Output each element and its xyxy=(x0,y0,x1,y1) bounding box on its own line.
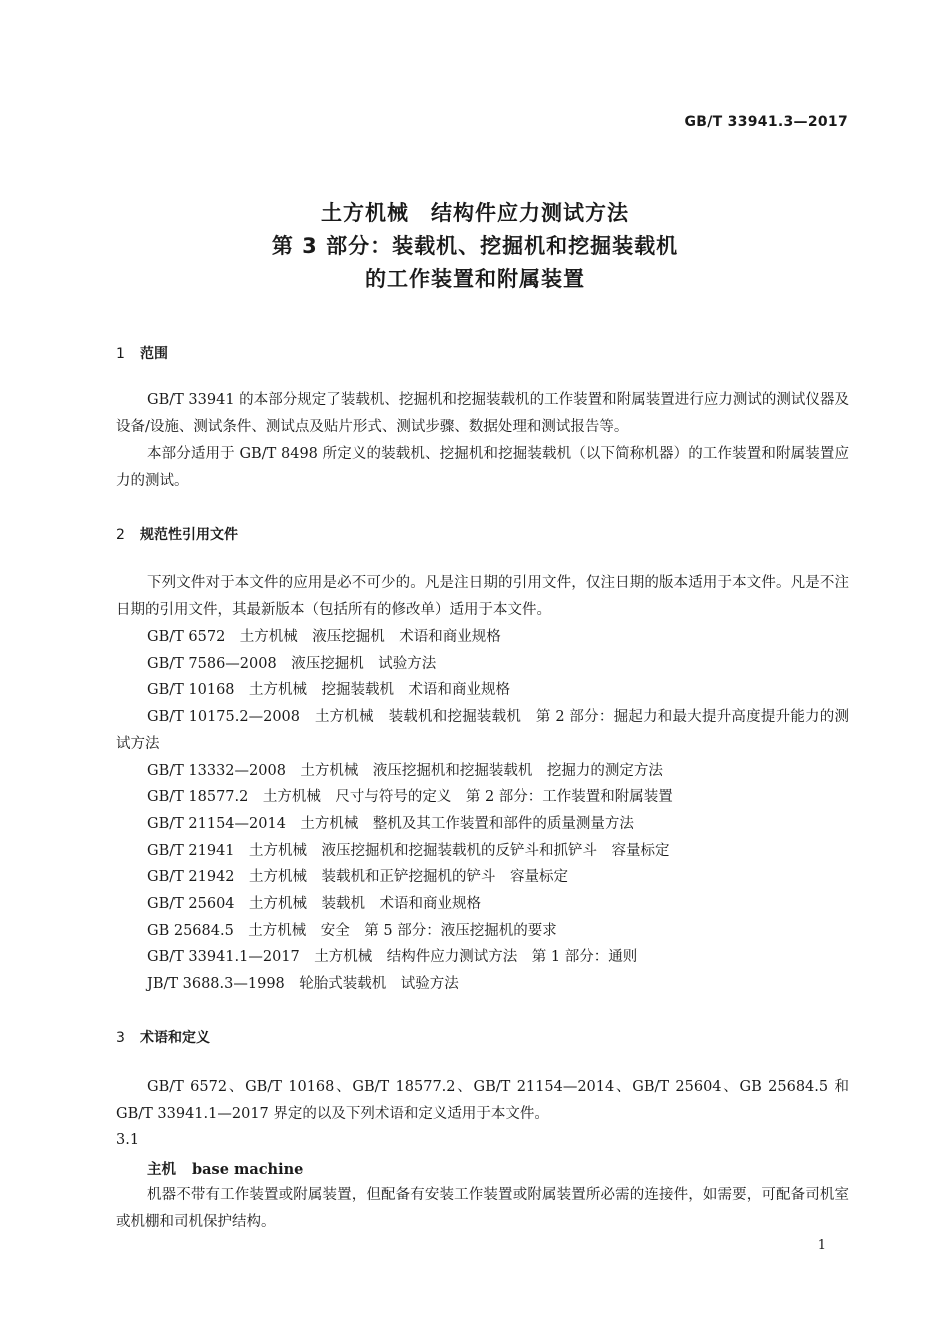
section-title: 规范性引用文件 xyxy=(140,527,238,543)
term-entry xyxy=(147,1158,303,1179)
reference-item: GB/T 7586—2008 液压挖掘机 试验方法 xyxy=(147,655,437,672)
section-1-paragraph-1: GB/T 33941 的本部分规定了装载机、挖掘机和挖掘装载机的工作装置和附属装置进行应力测试的测试仪器及设备/设施、测试条件、测试点及贴片形式、测试步骤、数据处理和测试报告等。 xyxy=(116,392,849,435)
reference-item: GB/T 6572 土方机械 液压挖掘机 术语和商业规格 xyxy=(147,629,501,645)
title-line-1: 土方机械 结构件应力测试方法 xyxy=(321,201,629,225)
title-line-2: 第 3 部分：装载机、挖掘机和挖掘装载机 xyxy=(271,234,679,258)
reference-item: GB/T 21154—2014 土方机械 整机及其工作装置和部件的质量测量方法 xyxy=(147,815,634,832)
reference-item: JB/T 3688.3—1998 轮胎式装载机 试验方法 xyxy=(147,976,459,993)
document-title xyxy=(0,197,950,296)
section-1-heading xyxy=(116,343,168,363)
reference-item: GB/T 21941 土方机械 液压挖掘机和挖掘装载机的反铲斗和抓铲斗 容量标定 xyxy=(147,842,670,859)
term-english: base machine xyxy=(192,1161,304,1178)
page-number: 1 xyxy=(817,1238,826,1253)
reference-item: GB/T 10175.2—2008 土方机械 装载机和挖掘装载机 第 2 部分：掘起力和最大提升高度提升能力的测试方法 xyxy=(116,709,849,752)
section-number: 1 xyxy=(116,346,125,362)
section-number: 2 xyxy=(116,527,125,543)
section-title: 范围 xyxy=(140,346,168,362)
term-chinese: 主机 xyxy=(147,1161,176,1178)
section-2-intro: 下列文件对于本文件的应用是必不可少的。凡是注日期的引用文件，仅注日期的版本适用于本文件。凡是不注日期的引用文件，其最新版本（包括所有的修改单）适用于本文件。 xyxy=(116,575,849,618)
term-definition: 机器不带有工作装置或附属装置，但配备有安装工作装置或附属装置所必需的连接件，如需要，可配备司机室或机棚和司机保护结构。 xyxy=(116,1187,849,1230)
section-number: 3 xyxy=(116,1030,125,1046)
section-2-heading xyxy=(116,524,238,544)
reference-item: GB/T 25604 土方机械 装载机 术语和商业规格 xyxy=(147,896,482,913)
reference-item: GB/T 10168 土方机械 挖掘装载机 术语和商业规格 xyxy=(147,682,511,699)
reference-item: GB/T 13332—2008 土方机械 液压挖掘机和挖掘装载机 挖掘力的测定方法 xyxy=(147,762,663,779)
section-3-heading xyxy=(116,1027,210,1047)
reference-item: GB/T 33941.1—2017 土方机械 结构件应力测试方法 第 1 部分：通则 xyxy=(147,949,638,966)
reference-item: GB/T 21942 土方机械 装载机和正铲挖掘机的铲斗 容量标定 xyxy=(147,869,569,886)
section-1-paragraph-2: 本部分适用于 GB/T 8498 所定义的装载机、挖掘机和挖掘装载机（以下简称机器）的工作装置和附属装置应力的测试。 xyxy=(116,446,849,489)
reference-item: GB 25684.5 土方机械 安全 第 5 部分：液压挖掘机的要求 xyxy=(147,922,557,939)
clause-number: 3.1 xyxy=(116,1132,140,1148)
section-3-intro: GB/T 6572、GB/T 10168、GB/T 18577.2、GB/T 21154—2014、GB/T 25604、GB 25684.5 和 GB/T 33941.1—2017 界定的以及下列术语和定义适用于本文件。 xyxy=(116,1079,849,1122)
title-line-3: 的工作装置和附属装置 xyxy=(365,267,585,291)
reference-item: GB/T 18577.2 土方机械 尺寸与符号的定义 第 2 部分：工作装置和附属装置 xyxy=(147,789,673,806)
standard-code: GB/T 33941.3—2017 xyxy=(684,114,848,130)
section-title: 术语和定义 xyxy=(140,1030,210,1046)
normative-references-list xyxy=(116,624,849,998)
